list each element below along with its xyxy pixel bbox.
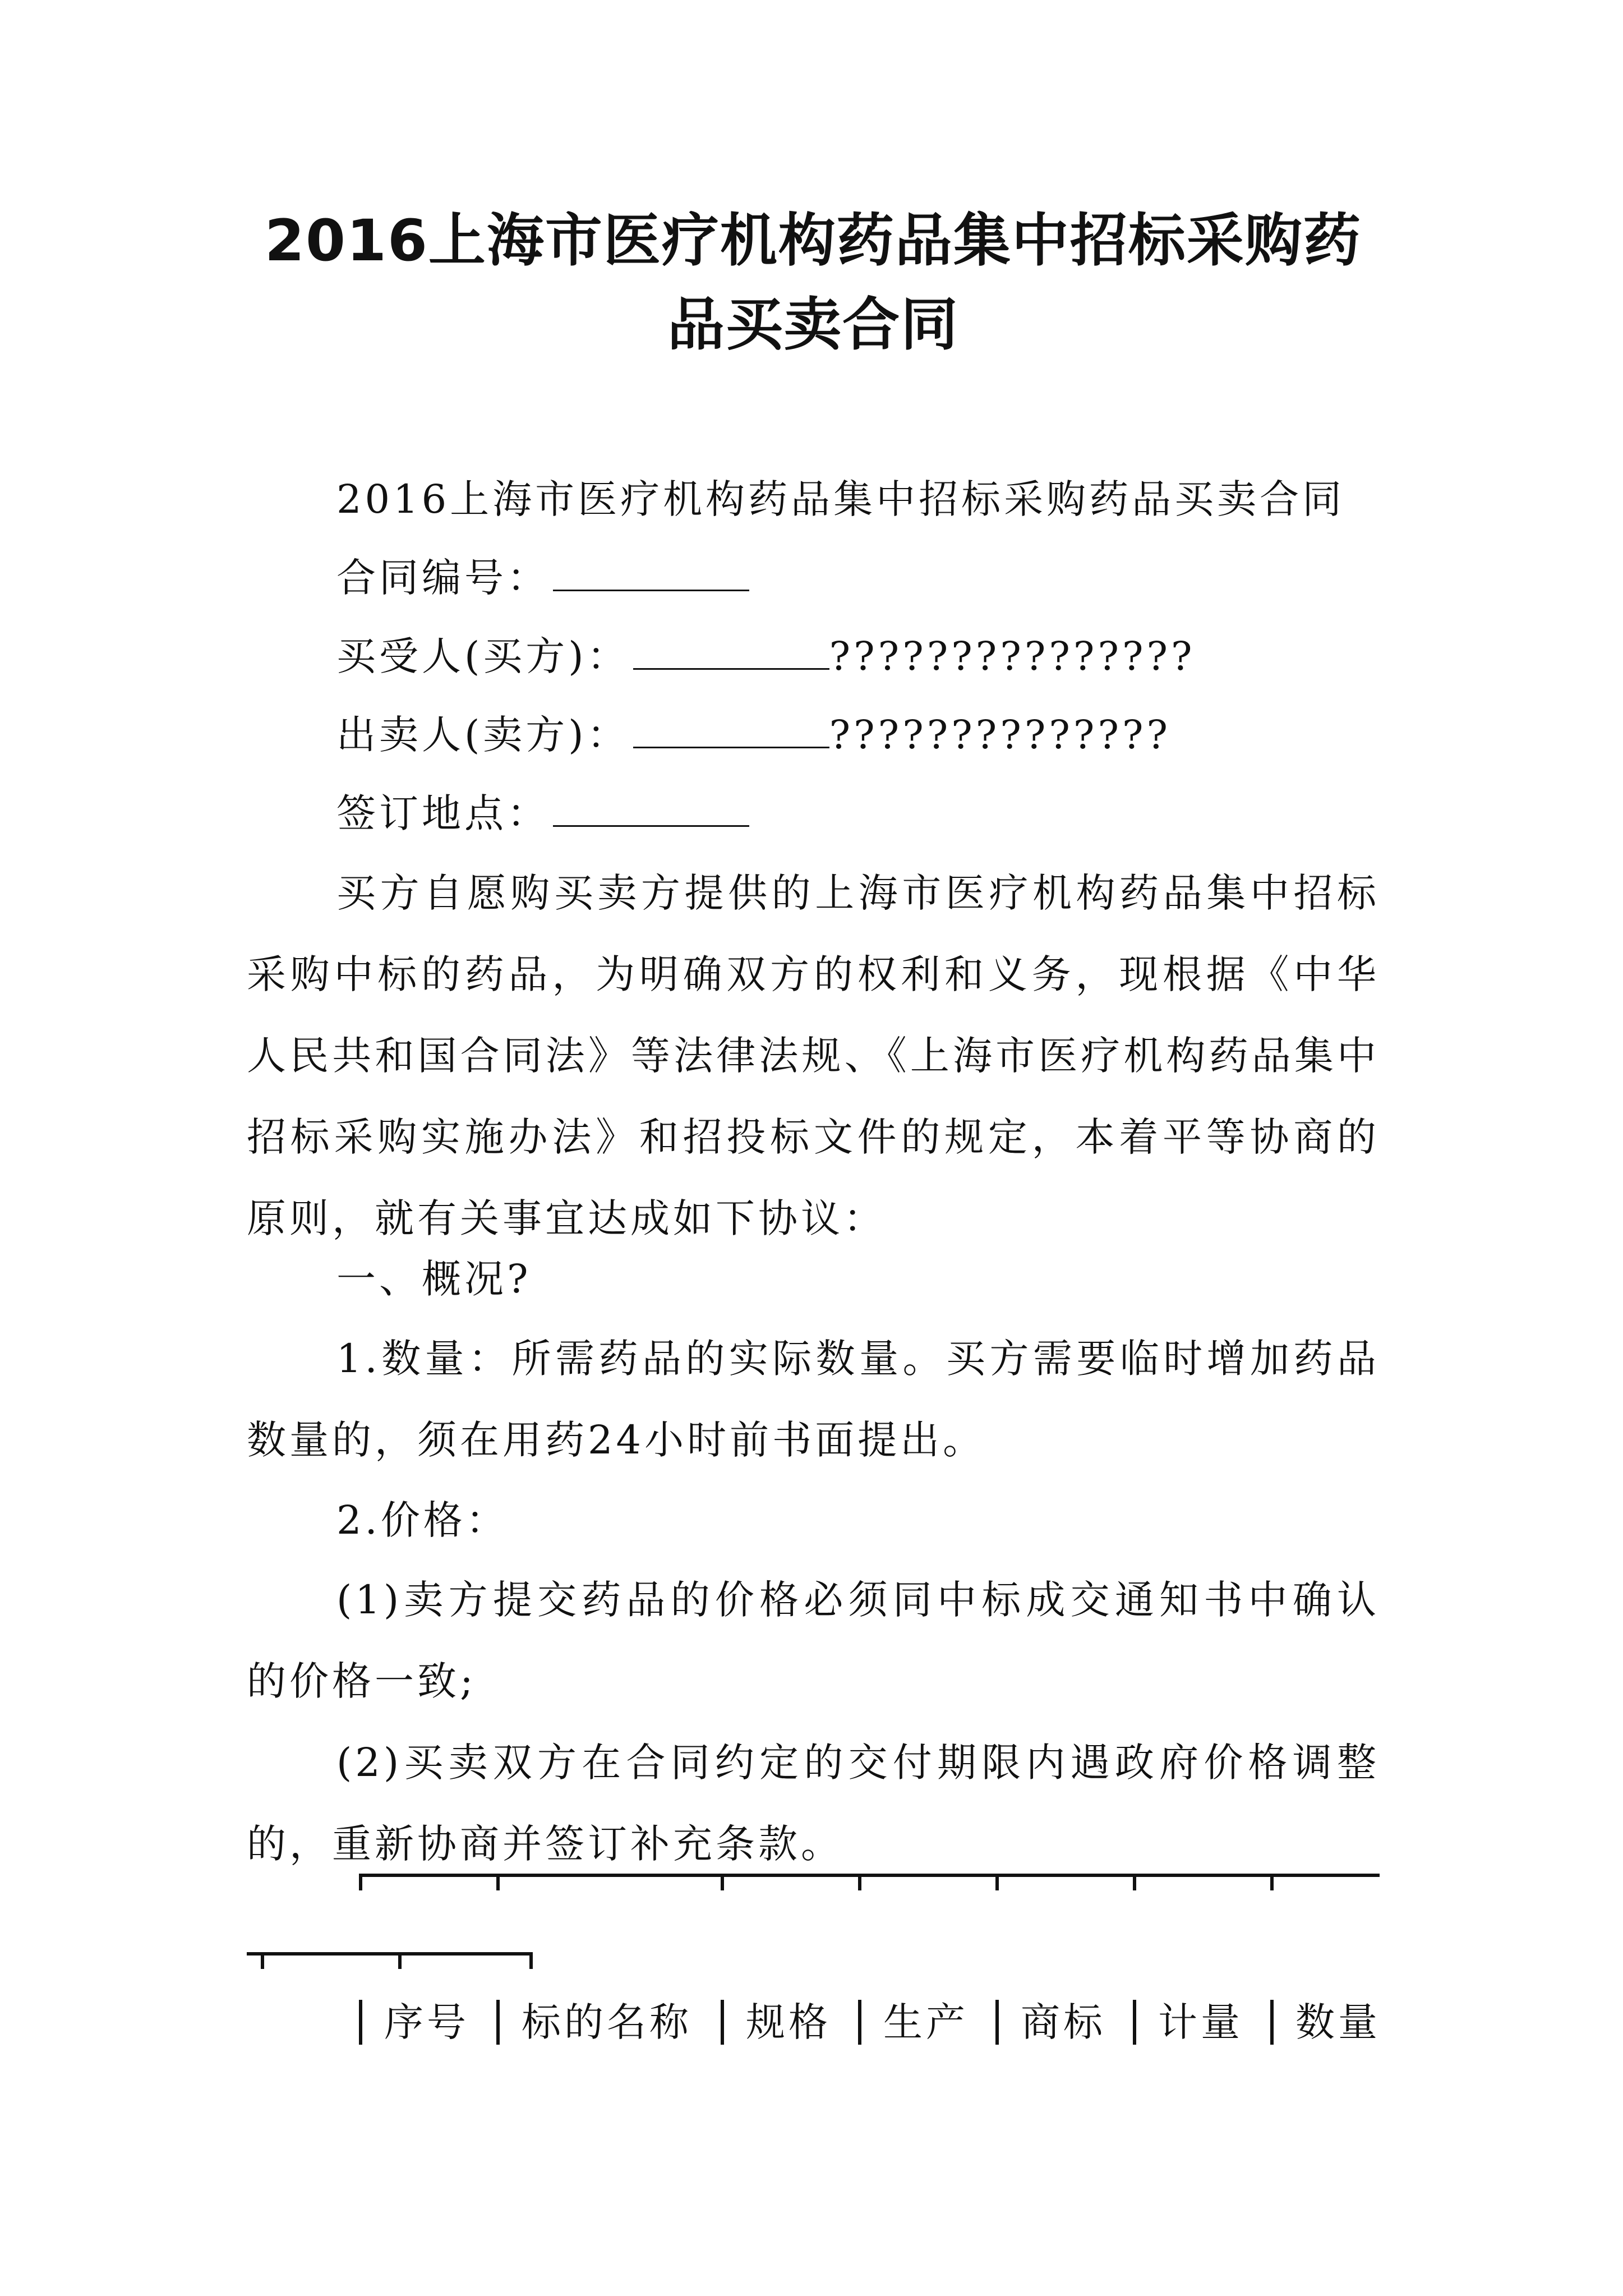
table-top-border <box>359 1874 1380 1877</box>
clause-price-1: (1)卖方提交药品的价格必须同中标成交通知书中确认的价格一致; <box>247 1577 1380 1704</box>
table-header-cell: 规格 <box>746 1999 831 2045</box>
table-column-separator <box>1133 2000 1136 2045</box>
table-corner-tick <box>359 1874 362 1890</box>
table-header-cell: 数量 <box>1295 1999 1381 2045</box>
table-column-separator <box>1270 2000 1274 2045</box>
table-header-cell: 生产 <box>883 1999 969 2045</box>
contract-number-label: 合同编号： <box>336 555 550 601</box>
table-border-tick <box>721 1874 724 1890</box>
table-column-separator <box>858 2000 861 2045</box>
table-border-tick <box>995 1874 999 1890</box>
table-column-separator <box>359 2000 362 2045</box>
table-column-separator <box>721 2000 724 2045</box>
buyer-row <box>247 617 1380 696</box>
table-border-tick <box>858 1874 861 1890</box>
table-column-separator <box>496 2000 500 2045</box>
signing-place-label: 签订地点： <box>336 790 550 836</box>
table-corner-tick <box>529 1952 533 1969</box>
table-header-cell: 序号 <box>384 1999 469 2045</box>
table-border-tick <box>496 1874 500 1890</box>
clause-price-2: (2)买卖双方在合同约定的交付期限内遇政府价格调整的，重新协商并签订补充条款。 <box>247 1740 1380 1867</box>
signing-place-blank <box>553 785 749 827</box>
buyer-value: ??????????????? <box>829 633 1196 679</box>
document-title <box>247 199 1380 367</box>
clause-quantity: 1.数量：所需药品的实际数量。买方需要临时增加药品数量的，须在用药24小时前书面提出。 <box>247 1336 1380 1463</box>
contract-number-blank <box>553 549 749 591</box>
seller-value: ?????????????? <box>829 712 1172 758</box>
seller-row <box>247 696 1380 774</box>
title-line-1: 2016上海市医疗机构药品集中招标采购药 <box>265 208 1362 274</box>
seller-blank <box>633 706 829 748</box>
table-header-cell: 标的名称 <box>522 1999 692 2045</box>
buyer-blank <box>633 628 829 670</box>
intro-paragraph: 买方自愿购买卖方提供的上海市医疗机构药品集中招标采购中标的药品，为明确双方的权利和义务，现根据《中华人民共和国合同法》等法律法规、《上海市医疗机构药品集中招标采购实施办法》和招投标文件的规定，本着平等协商的原则，就有关事宜达成如下协议： <box>247 870 1380 1241</box>
table-top-border-continued <box>247 1952 533 1955</box>
table-border-tick <box>1270 1874 1274 1890</box>
table-header-cell: 商标 <box>1021 1999 1106 2045</box>
section-heading-overview: 一、概况? <box>336 1256 532 1302</box>
contract-number-row <box>247 539 1380 617</box>
table-column-separator <box>995 2000 999 2045</box>
subtitle: 2016上海市医疗机构药品集中招标采购药品买卖合同 <box>336 476 1345 522</box>
seller-label: 出卖人(卖方)： <box>336 712 630 758</box>
table-border-tick <box>1133 1874 1136 1890</box>
signing-place-row <box>247 774 1380 853</box>
table-header-cell: 计量 <box>1158 1999 1243 2045</box>
table-border-tick <box>261 1952 264 1969</box>
table-border-tick <box>398 1952 402 1969</box>
title-line-2: 品买卖合同 <box>667 292 959 358</box>
clause-price-heading: 2.价格： <box>336 1497 509 1543</box>
buyer-label: 买受人(买方)： <box>336 633 630 679</box>
